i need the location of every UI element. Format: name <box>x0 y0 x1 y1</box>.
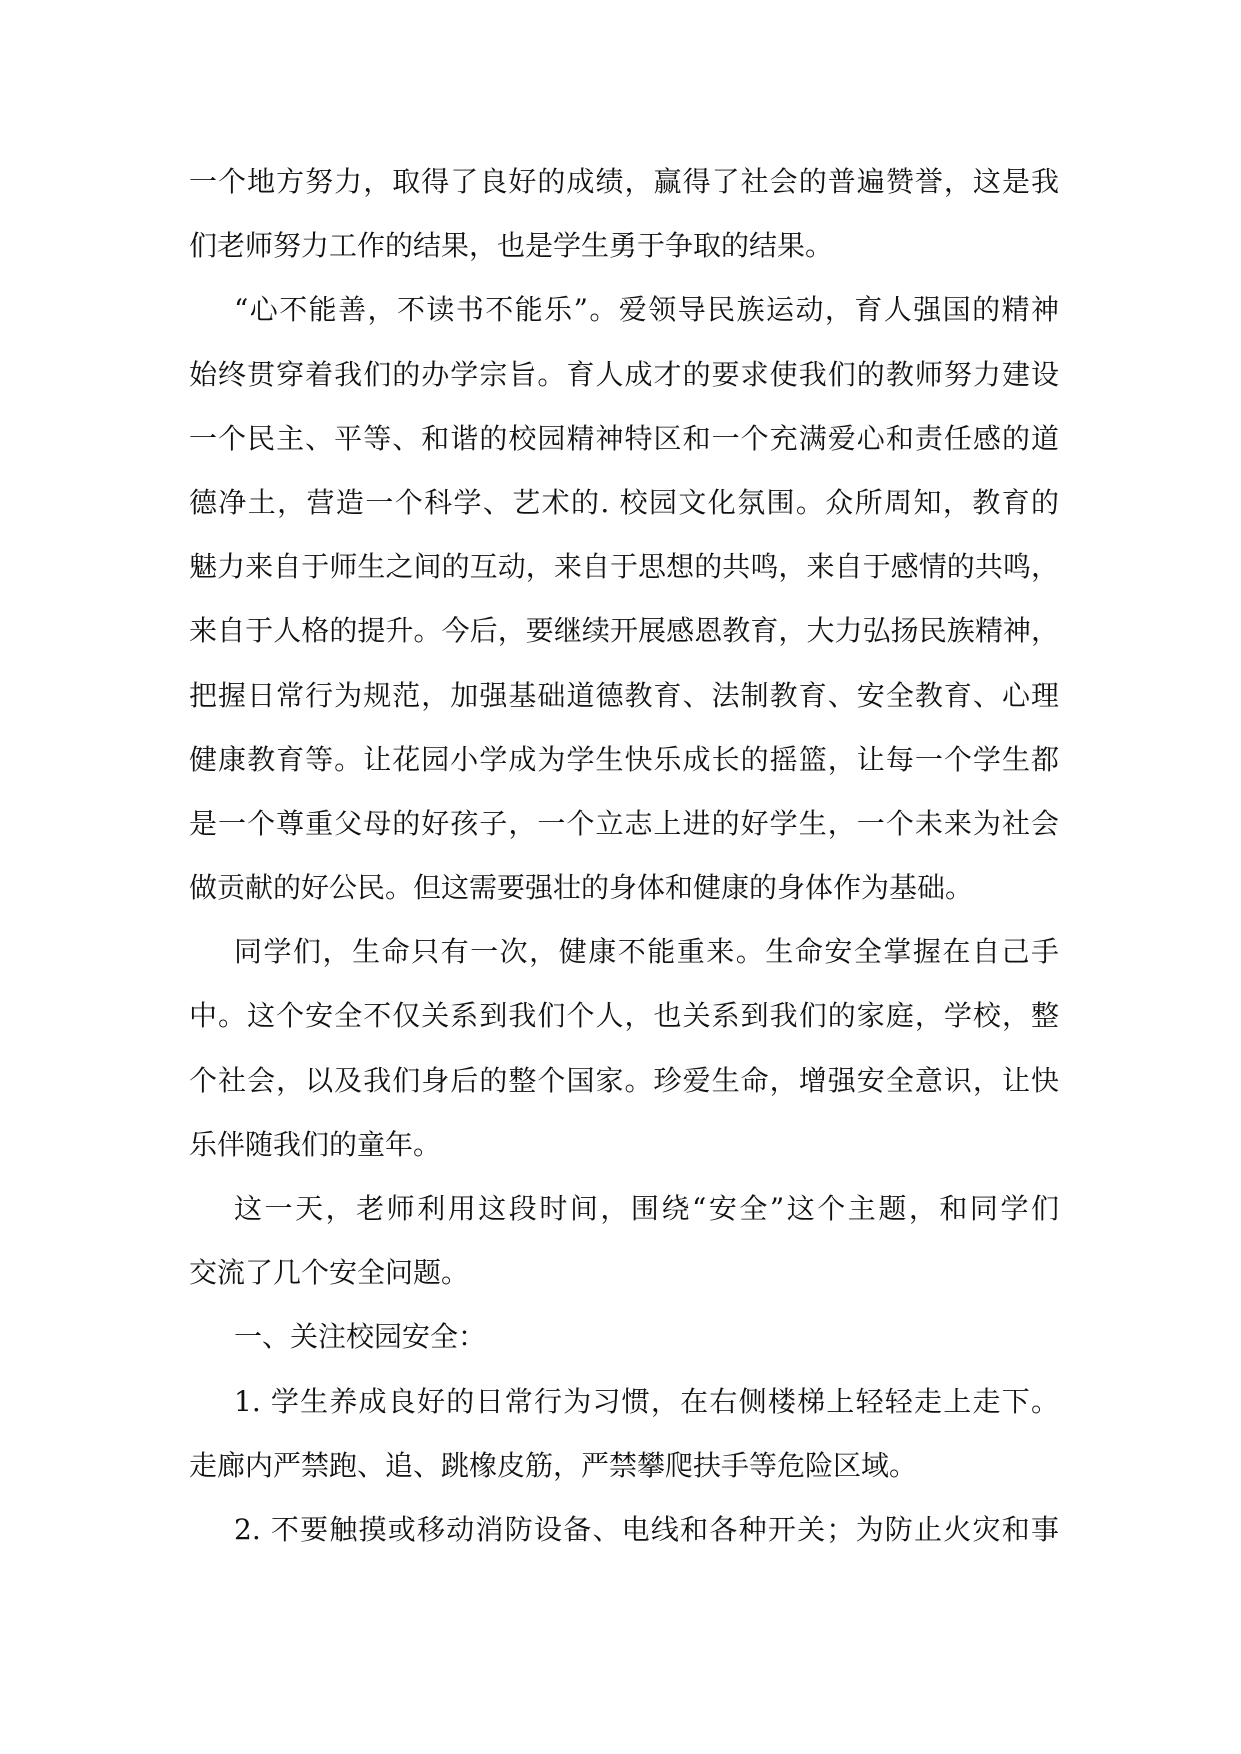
paragraph <box>189 278 1059 920</box>
text-line: “心不能善，不读书不能乐”。爱领导民族运动，育人强国的精神 <box>234 293 1059 327</box>
text-line: 乐伴随我们的童年。 <box>189 1127 442 1161</box>
text-line: 魅力来自于师生之间的互动，来自于思想的共鸣，来自于感情的共鸣， <box>189 550 1059 584</box>
text-line: 个社会，以及我们身后的整个国家。珍爱生命，增强安全意识，让快 <box>189 1063 1059 1097</box>
text-line: 中。这个安全不仅关系到我们个人，也关系到我们的家庭，学校，整 <box>189 999 1059 1033</box>
text-line: 同学们，生命只有一次，健康不能重来。生命安全掌握在自己手 <box>234 935 1059 969</box>
text-line: 走廊内严禁跑、追、跳橡皮筋，严禁攀爬扶手等危险区域。 <box>189 1448 918 1482</box>
text-line: 一个民主、平等、和谐的校园精神特区和一个充满爱心和责任感的道 <box>189 421 1059 455</box>
list-item <box>189 1370 1059 1498</box>
section-heading <box>189 1305 1059 1369</box>
paragraph <box>189 920 1059 1177</box>
text-line: 把握日常行为规范，加强基础道德教育、法制教育、安全教育、心理 <box>189 678 1059 712</box>
text-line: 做贡献的好公民。但这需要强壮的身体和健康的身体作为基础。 <box>189 871 974 905</box>
text-line: 一个地方努力，取得了良好的成绩，赢得了社会的普遍赞誉，这是我 <box>189 165 1059 198</box>
text-line: 来自于人格的提升。今后，要继续开展感恩教育，大力弘扬民族精神， <box>189 614 1059 648</box>
paragraph <box>189 1177 1059 1305</box>
paragraph <box>189 150 1059 278</box>
text-line: 一、关注校园安全： <box>234 1320 487 1354</box>
text-line: 交流了几个安全问题。 <box>189 1256 470 1290</box>
body-text <box>189 150 1059 1562</box>
list-item <box>189 1498 1059 1562</box>
text-line: 2. 不要触摸或移动消防设备、电线和各种开关；为防止火灾和事 <box>234 1512 1059 1546</box>
text-line: 们老师努力工作的结果，也是学生勇于争取的结果。 <box>189 229 834 263</box>
text-line: 是一个尊重父母的好孩子，一个立志上进的好学生，一个未来为社会 <box>189 806 1059 840</box>
text-line: 德净土，营造一个科学、艺术的. 校园文化氛围。众所周知，教育的 <box>189 485 1059 519</box>
text-line: 这一天，老师利用这段时间，围绕“安全”这个主题，和同学们 <box>234 1192 1059 1225</box>
text-line: 1. 学生养成良好的日常行为习惯，在右侧楼梯上轻轻走上走下。 <box>234 1384 1059 1418</box>
text-line: 始终贯穿着我们的办学宗旨。育人成才的要求使我们的教师努力建设 <box>189 357 1059 391</box>
text-line: 健康教育等。让花园小学成为学生快乐成长的摇篮，让每一个学生都 <box>189 742 1059 776</box>
